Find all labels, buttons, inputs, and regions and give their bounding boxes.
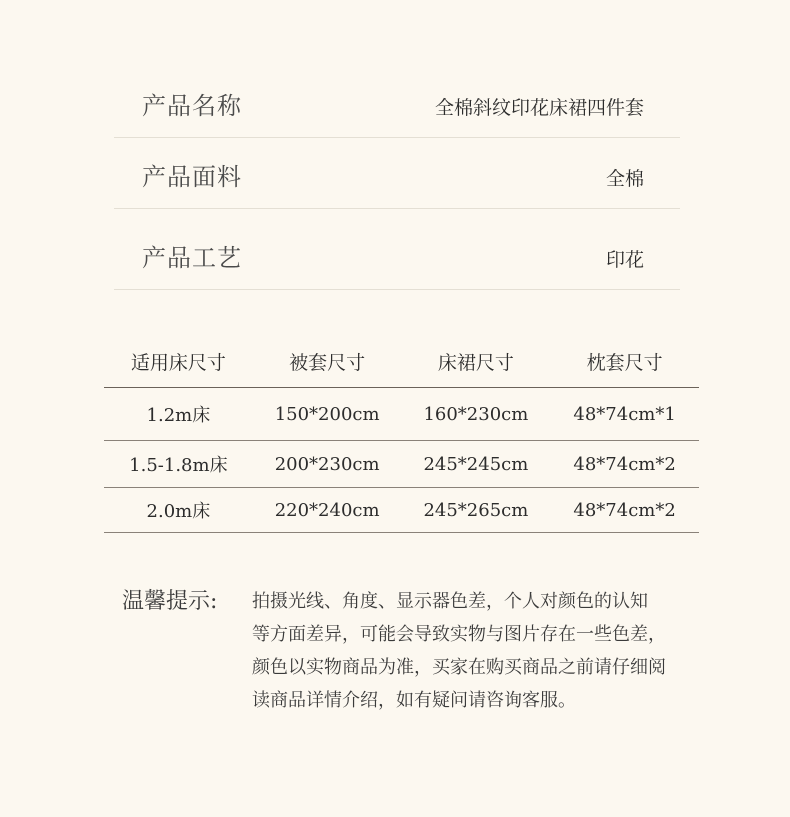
header-duvet-size: 被套尺寸 (253, 336, 402, 388)
table-cell: 48*74cm*2 (550, 488, 699, 533)
size-table-header (104, 336, 699, 388)
header-bedskirt-size: 床裙尺寸 (402, 336, 551, 388)
header-pillowcase-size: 枕套尺寸 (550, 336, 699, 388)
spec-value: 印花 (605, 249, 644, 271)
tips-line: 拍摄光线、角度、显示器色差，个人对颜色的认知 (252, 591, 648, 612)
tips-line: 读商品详情介绍，如有疑问请咨询客服。 (252, 690, 576, 711)
spec-value: 全棉 (605, 168, 644, 190)
tips-line: 颜色以实物商品为准，买家在购买商品之前请仔细阅 (252, 657, 666, 678)
table-cell: 1.5-1.8m床 (104, 441, 253, 488)
spec-row-material (114, 137, 680, 209)
tips-label: 温馨提示: (122, 589, 218, 614)
table-cell: 200*230cm (253, 441, 402, 488)
spec-row-name (114, 64, 680, 138)
spec-label: 产品名称 (142, 92, 242, 120)
table-cell: 245*265cm (402, 488, 551, 533)
spec-value: 全棉斜纹印花床裙四件套 (434, 97, 644, 119)
table-cell: 48*74cm*2 (550, 441, 699, 488)
table-cell: 245*245cm (402, 441, 551, 488)
tips-text (252, 585, 672, 717)
size-table (104, 336, 699, 533)
table-row (104, 388, 699, 441)
spec-label: 产品面料 (142, 163, 242, 191)
table-cell: 160*230cm (402, 388, 551, 441)
table-row (104, 488, 699, 533)
tips-line: 等方面差异，可能会导致实物与图片存在一些色差， (252, 624, 666, 645)
table-cell: 1.2m床 (104, 388, 253, 441)
header-bed-size: 适用床尺寸 (104, 336, 253, 388)
table-cell: 150*200cm (253, 388, 402, 441)
table-row (104, 441, 699, 488)
table-cell: 48*74cm*1 (550, 388, 699, 441)
spec-row-craft (114, 208, 680, 290)
table-cell: 2.0m床 (104, 488, 253, 533)
spec-label: 产品工艺 (142, 244, 242, 272)
table-cell: 220*240cm (253, 488, 402, 533)
